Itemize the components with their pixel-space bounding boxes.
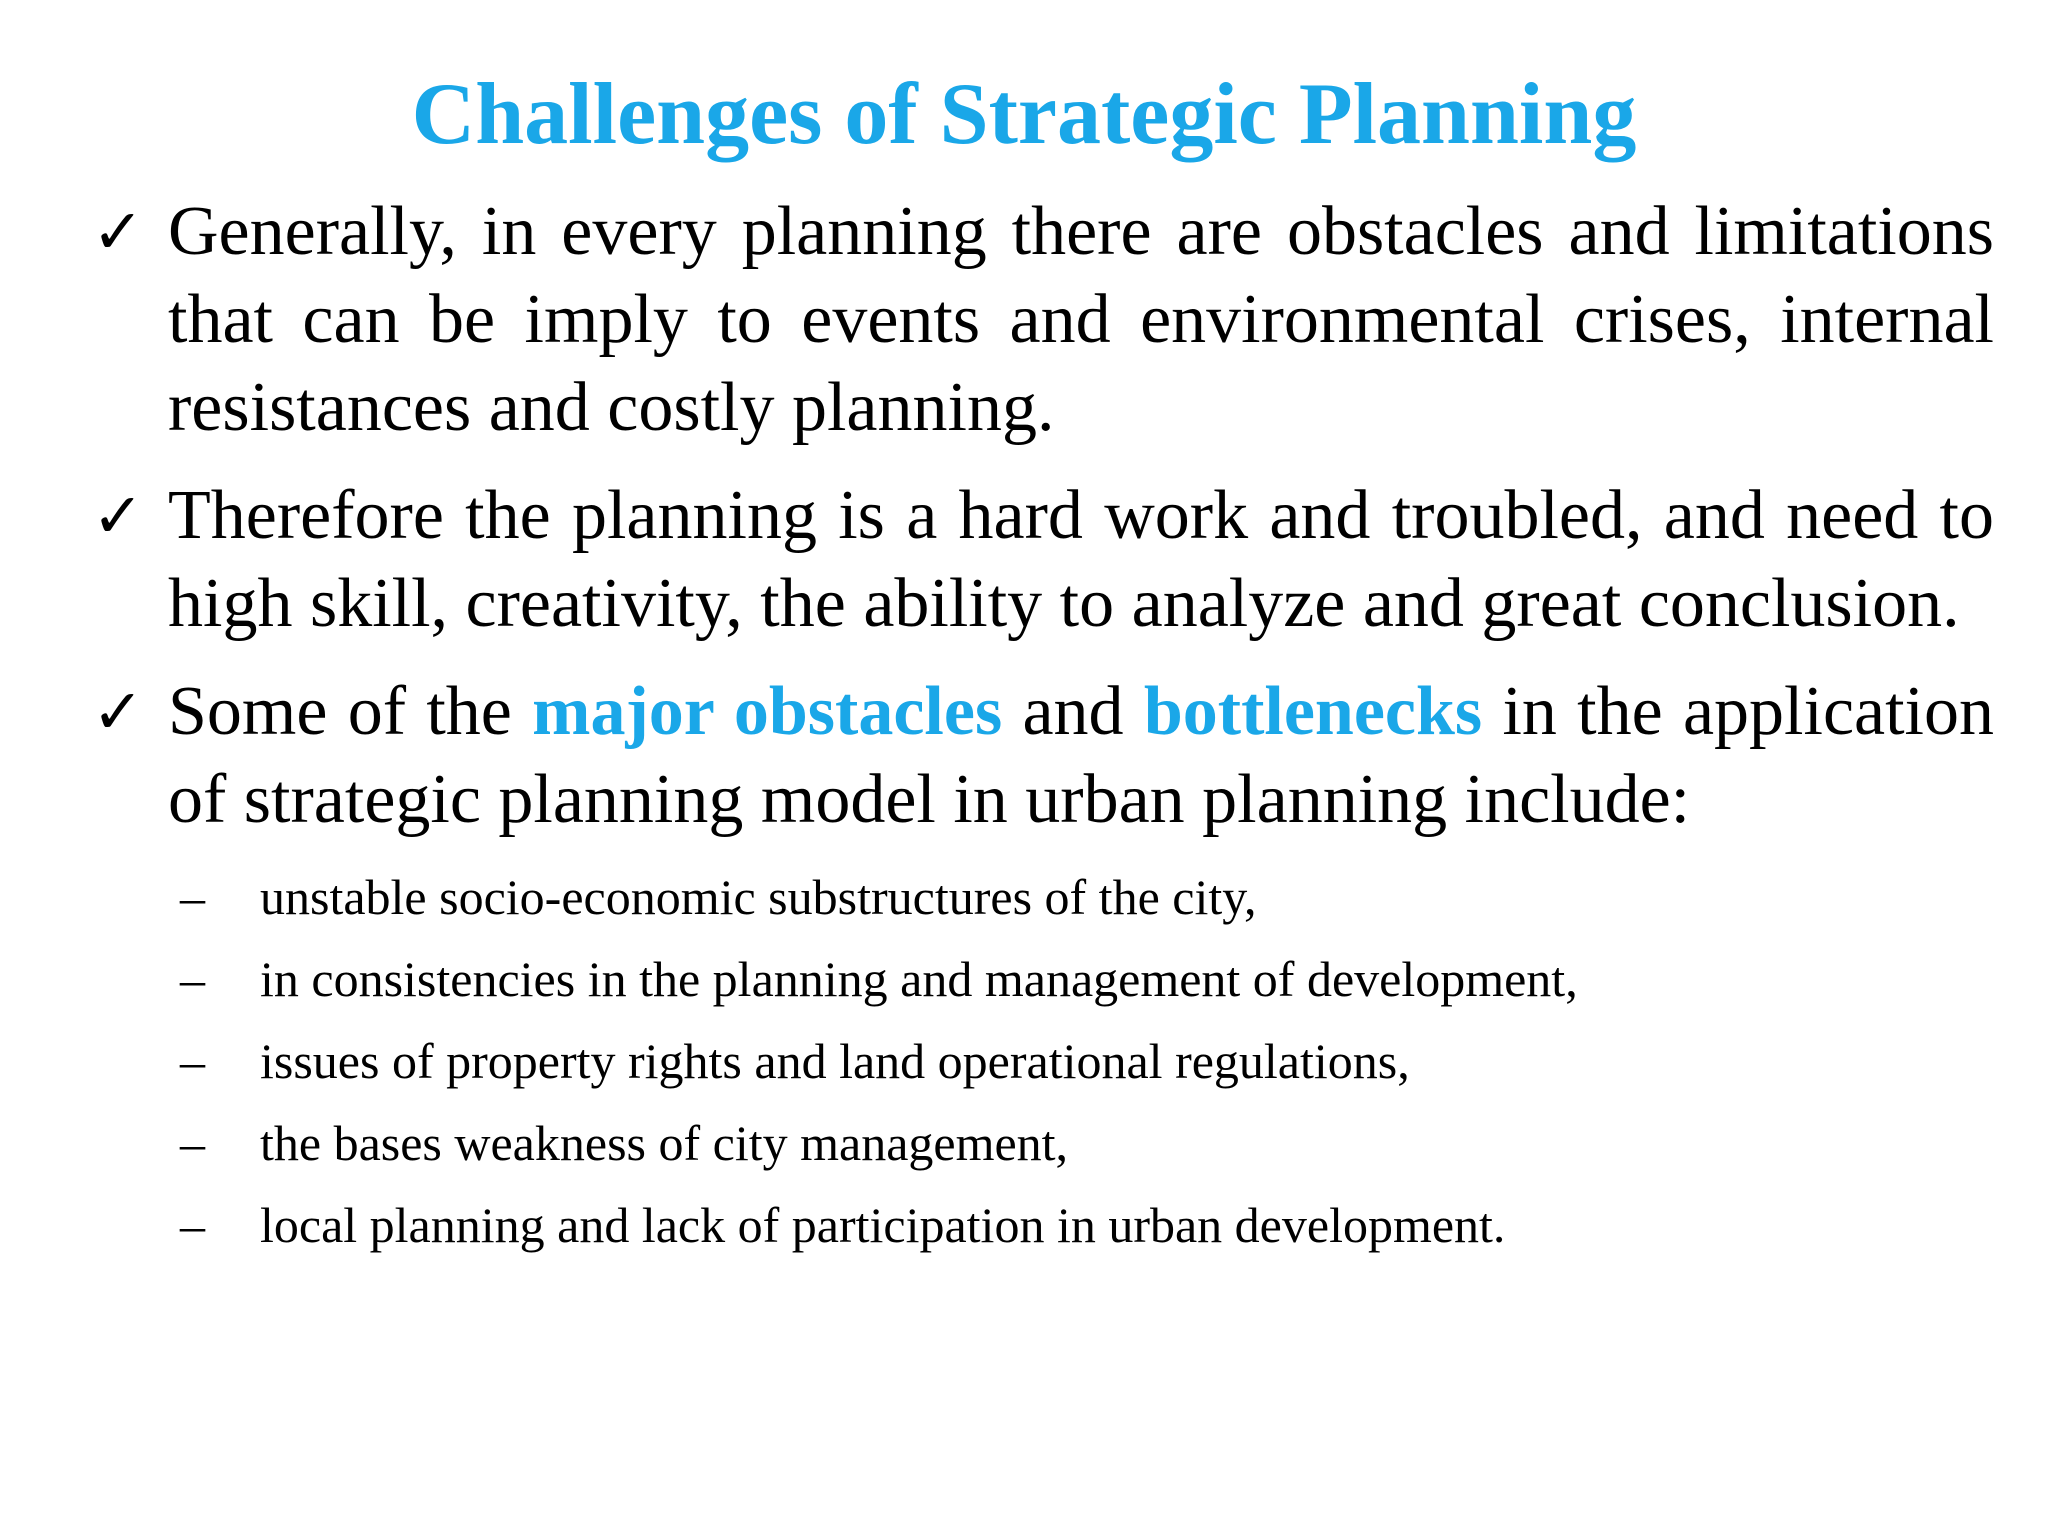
bullet-list [92,188,1994,1286]
sub-bullet-item [168,1102,1994,1184]
bullet-text-middle: and [1002,673,1144,750]
sub-bullet-item [168,1184,1994,1266]
sub-bullet-list [168,856,1994,1266]
dash-icon: – [180,869,205,925]
bullet-item [92,188,1994,452]
check-mark-icon: ✓ [92,479,144,552]
bullet-text: Generally, in every planning there are obstacles and limitations that can be imply to events and environmental crises, internal resistances and costly planning. [168,193,1994,446]
sub-bullet-text: the bases weakness of city management, [260,1115,1069,1171]
bullet-text-after: in the application of strategic planning model in urban planning include: [168,673,1994,838]
check-mark-icon: ✓ [92,195,144,268]
highlight-bottlenecks: bottlenecks [1143,673,1483,750]
sub-bullet-item [168,856,1994,938]
bullet-item [92,472,1994,648]
sub-bullet-text: unstable socio-economic substructures of the city, [260,869,1257,925]
sub-bullet-item [168,1020,1994,1102]
bullet-text: Therefore the planning is a hard work and troubled, and need to high skill, creativity, the ability to analyze and great conclusion. [168,477,1994,642]
dash-icon: – [180,1033,205,1089]
bullet-item [92,668,1994,1266]
dash-icon: – [180,951,205,1007]
sub-bullet-text: local planning and lack of participation in urban development. [260,1197,1506,1253]
dash-icon: – [180,1115,205,1171]
sub-bullet-text: in consistencies in the planning and management of development, [260,951,1578,1007]
highlight-major-obstacles: major obstacles [532,673,1003,750]
slide-title: Challenges of Strategic Planning [411,66,1637,163]
bullet-text-before: Some of the [168,673,533,750]
sub-bullet-item [168,938,1994,1020]
dash-icon: – [180,1197,205,1253]
sub-bullet-text: issues of property rights and land operational regulations, [260,1033,1410,1089]
check-mark-icon: ✓ [92,675,144,748]
